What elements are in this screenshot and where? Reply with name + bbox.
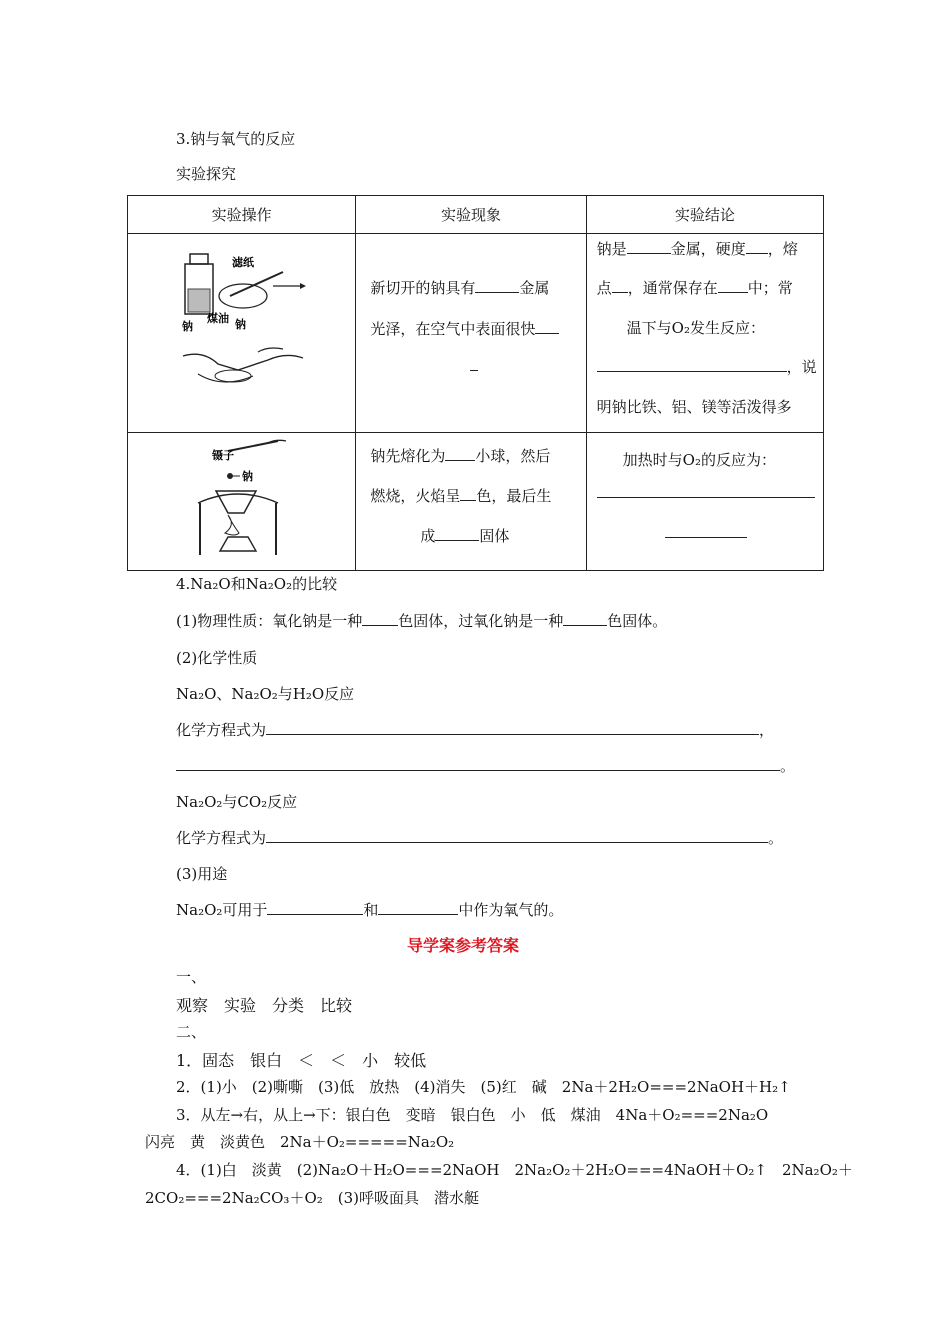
text: 色固体，过氧化钠是一种 bbox=[398, 612, 564, 630]
table-cell-phenomenon bbox=[356, 234, 586, 433]
text: Na₂O₂可用于 bbox=[176, 901, 268, 919]
physical-properties bbox=[176, 610, 667, 631]
text: 色固体。 bbox=[607, 612, 668, 630]
answer-blank[interactable] bbox=[597, 357, 787, 372]
cell-text: 钠是 bbox=[596, 240, 627, 258]
experiment-table bbox=[127, 195, 824, 571]
hands-shape bbox=[183, 354, 303, 370]
text: 化学方程式为 bbox=[176, 829, 267, 847]
chemical-properties: (2)化学性质 bbox=[176, 649, 258, 667]
cell-text: 加热时与O₂的反应为： bbox=[622, 451, 776, 469]
answer-blank[interactable] bbox=[665, 523, 747, 538]
cell-text: 成 bbox=[420, 527, 436, 545]
answer-line: 闪亮 黄 淡黄色 2Na＋O₂=====Na₂O₂ bbox=[145, 1133, 455, 1151]
answer-part-label: 一、 bbox=[176, 968, 207, 986]
cell-text: ，说 bbox=[786, 358, 817, 376]
text: ， bbox=[759, 721, 775, 739]
answer-blank[interactable] bbox=[612, 278, 628, 293]
cell-text: 色，最后生 bbox=[476, 487, 552, 505]
text: 和 bbox=[363, 901, 379, 919]
table-cell-phenomenon bbox=[356, 433, 586, 571]
table-cell-conclusion bbox=[586, 433, 823, 571]
answer-blank[interactable] bbox=[266, 720, 759, 735]
table-cell-conclusion bbox=[586, 234, 823, 433]
answer-blank[interactable] bbox=[435, 526, 479, 541]
cell-text: ，熔 bbox=[767, 240, 798, 258]
text: 中作为氧气的。 bbox=[458, 901, 564, 919]
answer-blank[interactable] bbox=[563, 611, 607, 626]
cell-text: 新切开的钠具有 bbox=[370, 279, 476, 297]
figure-label: 钠 bbox=[182, 320, 193, 333]
cutting-sodium-figure bbox=[128, 234, 356, 432]
equation-line bbox=[176, 755, 795, 776]
answer-blank[interactable] bbox=[475, 278, 519, 293]
table-header: 实验操作 bbox=[128, 196, 356, 234]
text: (1)物理性质：氧化钠是一种 bbox=[176, 612, 363, 630]
cell-text: ，通常保存在 bbox=[627, 279, 718, 297]
cell-text: 金属，硬度 bbox=[670, 240, 746, 258]
cell-text: 温下与O₂发生反应： bbox=[626, 319, 765, 337]
figure-label: 镊子 bbox=[212, 449, 234, 462]
answer-blank[interactable] bbox=[267, 900, 363, 915]
figure-label: 钠 bbox=[235, 318, 246, 331]
text: 。 bbox=[780, 757, 796, 775]
section-heading: 3.钠与氧气的反应 bbox=[176, 130, 296, 148]
answer-blank[interactable] bbox=[176, 756, 780, 771]
answer-blank[interactable] bbox=[362, 611, 398, 626]
cell-text: 小球，然后 bbox=[475, 447, 551, 465]
table-cell-figure bbox=[128, 433, 356, 571]
answer-line: 3．从左→右，从上→下：银白色 变暗 银白色 小 低 煤油 4Na＋O₂===2Na₂O bbox=[176, 1106, 769, 1124]
answer-line: 2．(1)小 (2)嘶嘶 (3)低 放热 (4)消失 (5)红 碱 2Na＋2H₂O===2NaOH＋H₂↑ bbox=[176, 1078, 791, 1096]
cell-text: 中；常 bbox=[747, 279, 793, 297]
answer-blank[interactable] bbox=[470, 356, 478, 371]
cell-text: 钠先熔化为 bbox=[370, 447, 446, 465]
answer-blank[interactable] bbox=[460, 486, 476, 501]
reaction-heading: Na₂O、Na₂O₂与H₂O反应 bbox=[176, 685, 355, 703]
answer-blank[interactable] bbox=[535, 319, 559, 334]
answer-blank[interactable] bbox=[445, 446, 475, 461]
cell-text: 点 bbox=[596, 279, 612, 297]
section-heading: 4.Na₂O和Na₂O₂的比较 bbox=[176, 575, 338, 593]
text: 化学方程式为 bbox=[176, 721, 267, 739]
answer-part-label: 二、 bbox=[176, 1023, 207, 1041]
answer-line: 1．固态 银白 ＜ ＜ 小 较低 bbox=[176, 1051, 427, 1070]
cell-text: 明钠比铁、铝、镁等活泼得多 bbox=[596, 398, 792, 416]
answers-title: 导学案参考答案 bbox=[407, 936, 520, 955]
filter-paper-shape bbox=[219, 284, 267, 308]
figure-label: 滤纸 bbox=[232, 256, 254, 269]
use-line bbox=[176, 899, 563, 920]
figure-label: 钠 bbox=[242, 470, 253, 483]
table-header: 实验现象 bbox=[356, 196, 586, 234]
cell-text: 金属 bbox=[519, 279, 550, 297]
answer-blank[interactable] bbox=[266, 828, 768, 843]
cell-text: 燃烧，火焰呈 bbox=[370, 487, 461, 505]
answer-line: 观察 实验 分类 比较 bbox=[176, 996, 353, 1015]
answer-blank[interactable] bbox=[746, 239, 768, 254]
answer-blank[interactable] bbox=[378, 900, 458, 915]
use-heading: (3)用途 bbox=[176, 865, 228, 883]
answer-line: 4．(1)白 淡黄 (2)Na₂O＋H₂O===2NaOH 2Na₂O₂＋2H₂O===4NaOH＋O₂↑ 2Na₂O₂＋ bbox=[176, 1161, 853, 1179]
answer-blank[interactable] bbox=[597, 483, 815, 498]
reaction-heading: Na₂O₂与CO₂反应 bbox=[176, 793, 298, 811]
equation-line bbox=[176, 827, 783, 848]
sub-heading: 实验探究 bbox=[176, 165, 237, 183]
heating-sodium-figure bbox=[128, 433, 356, 570]
cell-text: 固体 bbox=[479, 527, 510, 545]
table-cell-figure bbox=[128, 234, 356, 433]
answer-blank[interactable] bbox=[627, 239, 671, 254]
answer-blank[interactable] bbox=[718, 278, 748, 293]
cell-text: 光泽，在空气中表面很快 bbox=[370, 320, 536, 338]
answer-line: 2CO₂===2Na₂CO₃＋O₂ (3)呼吸面具 潜水艇 bbox=[145, 1189, 480, 1207]
text: 。 bbox=[768, 829, 784, 847]
table-header: 实验结论 bbox=[586, 196, 823, 234]
lamp-shape bbox=[220, 537, 256, 551]
equation-line bbox=[176, 719, 774, 740]
figure-label: 煤油 bbox=[207, 312, 229, 325]
